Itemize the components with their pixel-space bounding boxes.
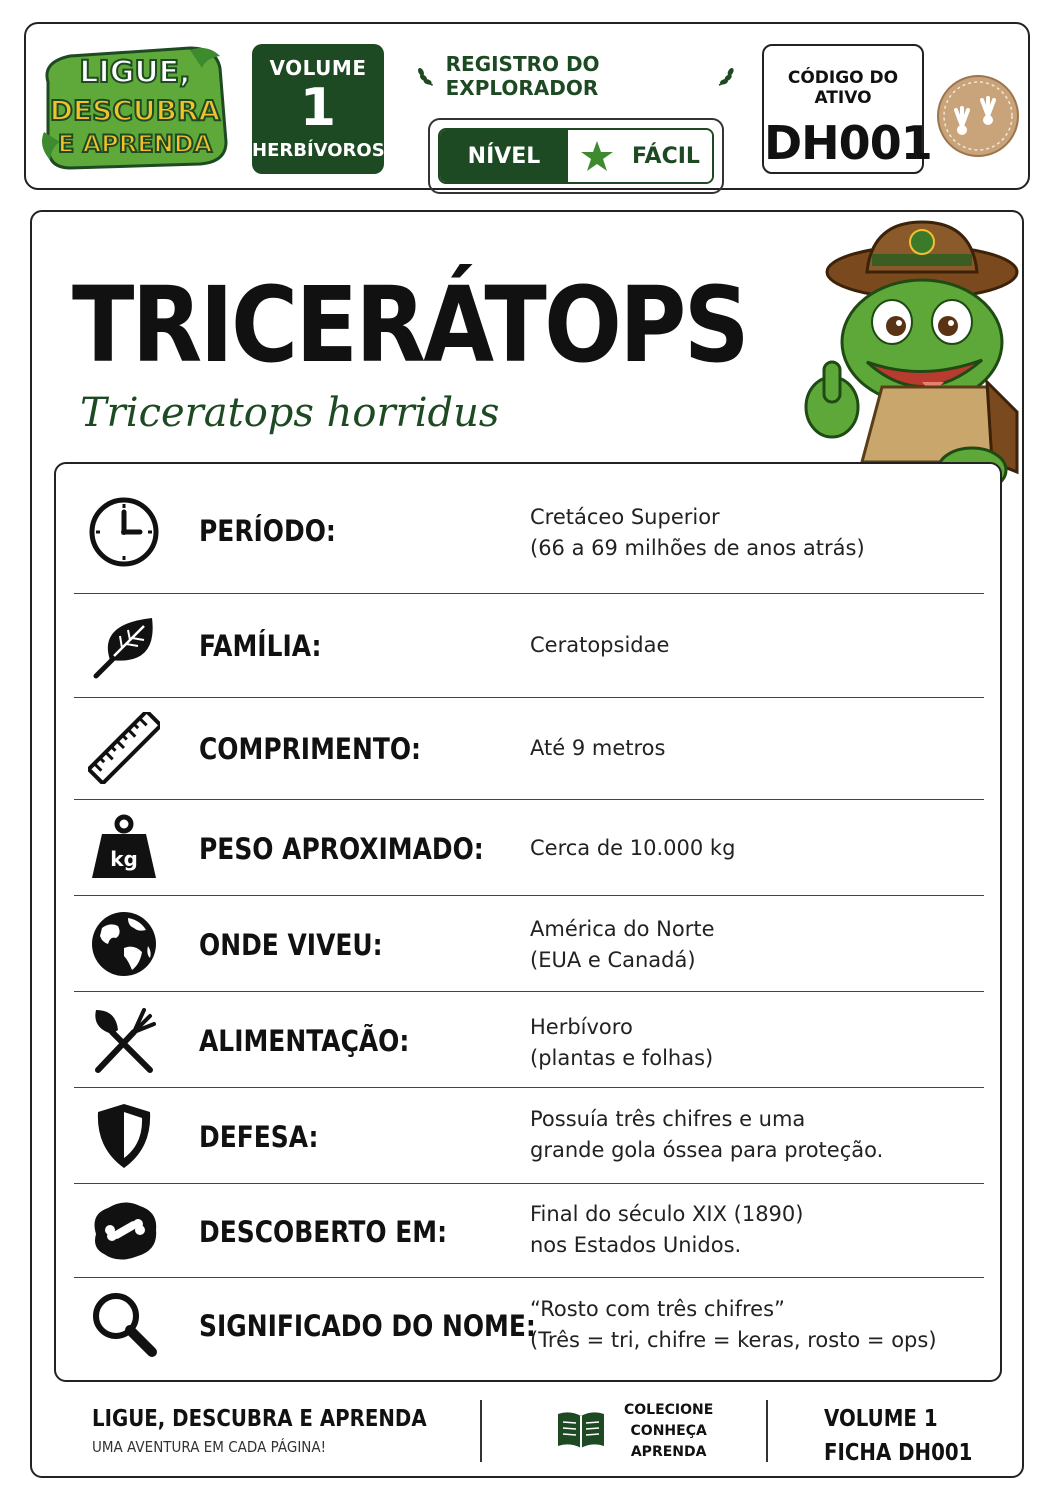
scientific-name: Triceratops horridus: [80, 390, 500, 436]
laurel-icon: [416, 63, 438, 89]
header-bar: [24, 22, 1030, 190]
fact-row-defense: [74, 1088, 984, 1184]
fact-value-line: Cerca de 10.000 kg: [530, 836, 736, 860]
fact-value: [530, 1012, 713, 1074]
fact-value-line: Até 9 metros: [530, 736, 666, 760]
fact-row-length: [74, 698, 984, 800]
level-label: NÍVEL: [440, 130, 568, 182]
fact-value-line: (EUA e Canadá): [530, 948, 696, 972]
fact-label: DEFESA:: [199, 1120, 319, 1154]
globe-icon: [88, 908, 160, 980]
footer-motto: [624, 1400, 713, 1463]
fact-row-weight: [74, 800, 984, 896]
fact-label: FAMÍLIA:: [199, 629, 322, 663]
star-icon: [580, 139, 614, 173]
asset-code-label: CÓDIGO DO ATIVO: [787, 68, 899, 108]
fact-label: COMPRIMENTO:: [199, 732, 422, 766]
fact-row-diet: [74, 992, 984, 1088]
logo-text-line1: LIGUE,: [79, 55, 191, 90]
logo-text-line2: DESCUBRA: [49, 94, 221, 127]
fact-value: [530, 914, 715, 976]
asset-code-box: [762, 44, 932, 174]
fact-value: [530, 630, 669, 661]
book-icon: [556, 1408, 606, 1450]
brand-logo: [40, 42, 230, 172]
fact-value: [530, 502, 865, 564]
fact-value-line: América do Norte: [530, 917, 715, 941]
fact-value-line: (66 a 69 milhões de anos atrás): [530, 536, 865, 560]
leaf-icon: [88, 610, 160, 682]
footer-brand: LIGUE, DESCUBRA E APRENDA: [92, 1406, 427, 1432]
ruler-icon: [88, 712, 160, 784]
level-indicator: [428, 118, 724, 194]
footer-divider: [480, 1400, 482, 1462]
fact-value-line: (Três = tri, chifre = keras, rosto = ops): [530, 1328, 937, 1352]
footer-sheet: FICHA DH001: [824, 1440, 973, 1466]
fact-label: SIGNIFICADO DO NOME:: [199, 1309, 536, 1343]
fact-value: [530, 733, 665, 764]
bone-fossil-icon: [88, 1194, 160, 1266]
fact-value-line: Herbívoro: [530, 1015, 633, 1039]
explorer-register: [416, 52, 736, 172]
fact-label: PERÍODO:: [199, 514, 336, 548]
footer-motto-line: CONHEÇA: [630, 1423, 707, 1439]
fact-row-name-meaning: [74, 1278, 984, 1374]
asset-code-value: DH001: [764, 116, 932, 170]
footer-divider: [766, 1400, 768, 1462]
fact-row-family: [74, 594, 984, 698]
weight-icon: [88, 812, 160, 884]
footer-tagline: UMA AVENTURA EM CADA PÁGINA!: [92, 1438, 327, 1456]
footer-volume: VOLUME 1: [824, 1406, 938, 1432]
fact-label: ONDE VIVEU:: [199, 928, 383, 962]
fact-value-line: Ceratopsidae: [530, 633, 670, 657]
volume-label: VOLUME: [269, 56, 367, 80]
clock-icon: [88, 496, 160, 568]
footer-motto-line: APRENDA: [630, 1444, 707, 1460]
shield-icon: [88, 1100, 160, 1172]
species-card: [30, 210, 1024, 1478]
level-value: FÁCIL: [632, 143, 700, 169]
leaf-fork-knife-icon: [88, 1004, 160, 1076]
fact-value-line: nos Estados Unidos.: [530, 1233, 742, 1257]
fact-label: DESCOBERTO EM:: [199, 1215, 448, 1249]
fact-value: [530, 1199, 803, 1261]
fact-value-line: grande gola óssea para proteção.: [530, 1138, 884, 1162]
fact-row-habitat: [74, 896, 984, 992]
weight-icon-text: kg: [110, 847, 138, 871]
volume-subtitle: HERBÍVOROS: [252, 140, 385, 161]
facts-table: [54, 462, 1002, 1382]
magnifier-icon: [88, 1288, 160, 1360]
footer: [32, 1392, 1026, 1478]
footer-motto-line: COLECIONE: [624, 1402, 714, 1418]
dinosaur-tracks-icon: [936, 74, 1020, 158]
fact-value-line: (plantas e folhas): [530, 1046, 714, 1070]
fact-label: ALIMENTAÇÃO:: [199, 1024, 410, 1058]
explorer-title: REGISTRO DO EXPLORADOR: [445, 52, 600, 100]
fact-row-period: [74, 464, 984, 594]
volume-badge: [252, 44, 384, 174]
fact-value: [530, 1104, 883, 1166]
fact-value: [530, 833, 735, 864]
fact-label: PESO APROXIMADO:: [199, 832, 484, 866]
logo-text-line3: E APRENDA: [57, 130, 213, 158]
laurel-icon: [714, 63, 736, 89]
dinosaur-explorer-mascot: [772, 212, 1022, 502]
fact-value-line: “Rosto com três chifres”: [530, 1297, 785, 1321]
fact-value-line: Possuía três chifres e uma: [530, 1107, 806, 1131]
fact-row-discovery: [74, 1184, 984, 1278]
fact-value: [530, 1294, 937, 1356]
volume-number: 1: [299, 78, 337, 138]
fact-value-line: Cretáceo Superior: [530, 505, 720, 529]
fact-value-line: Final do século XIX (1890): [530, 1202, 804, 1226]
page-title: TRICERÁTOPS: [72, 264, 748, 386]
